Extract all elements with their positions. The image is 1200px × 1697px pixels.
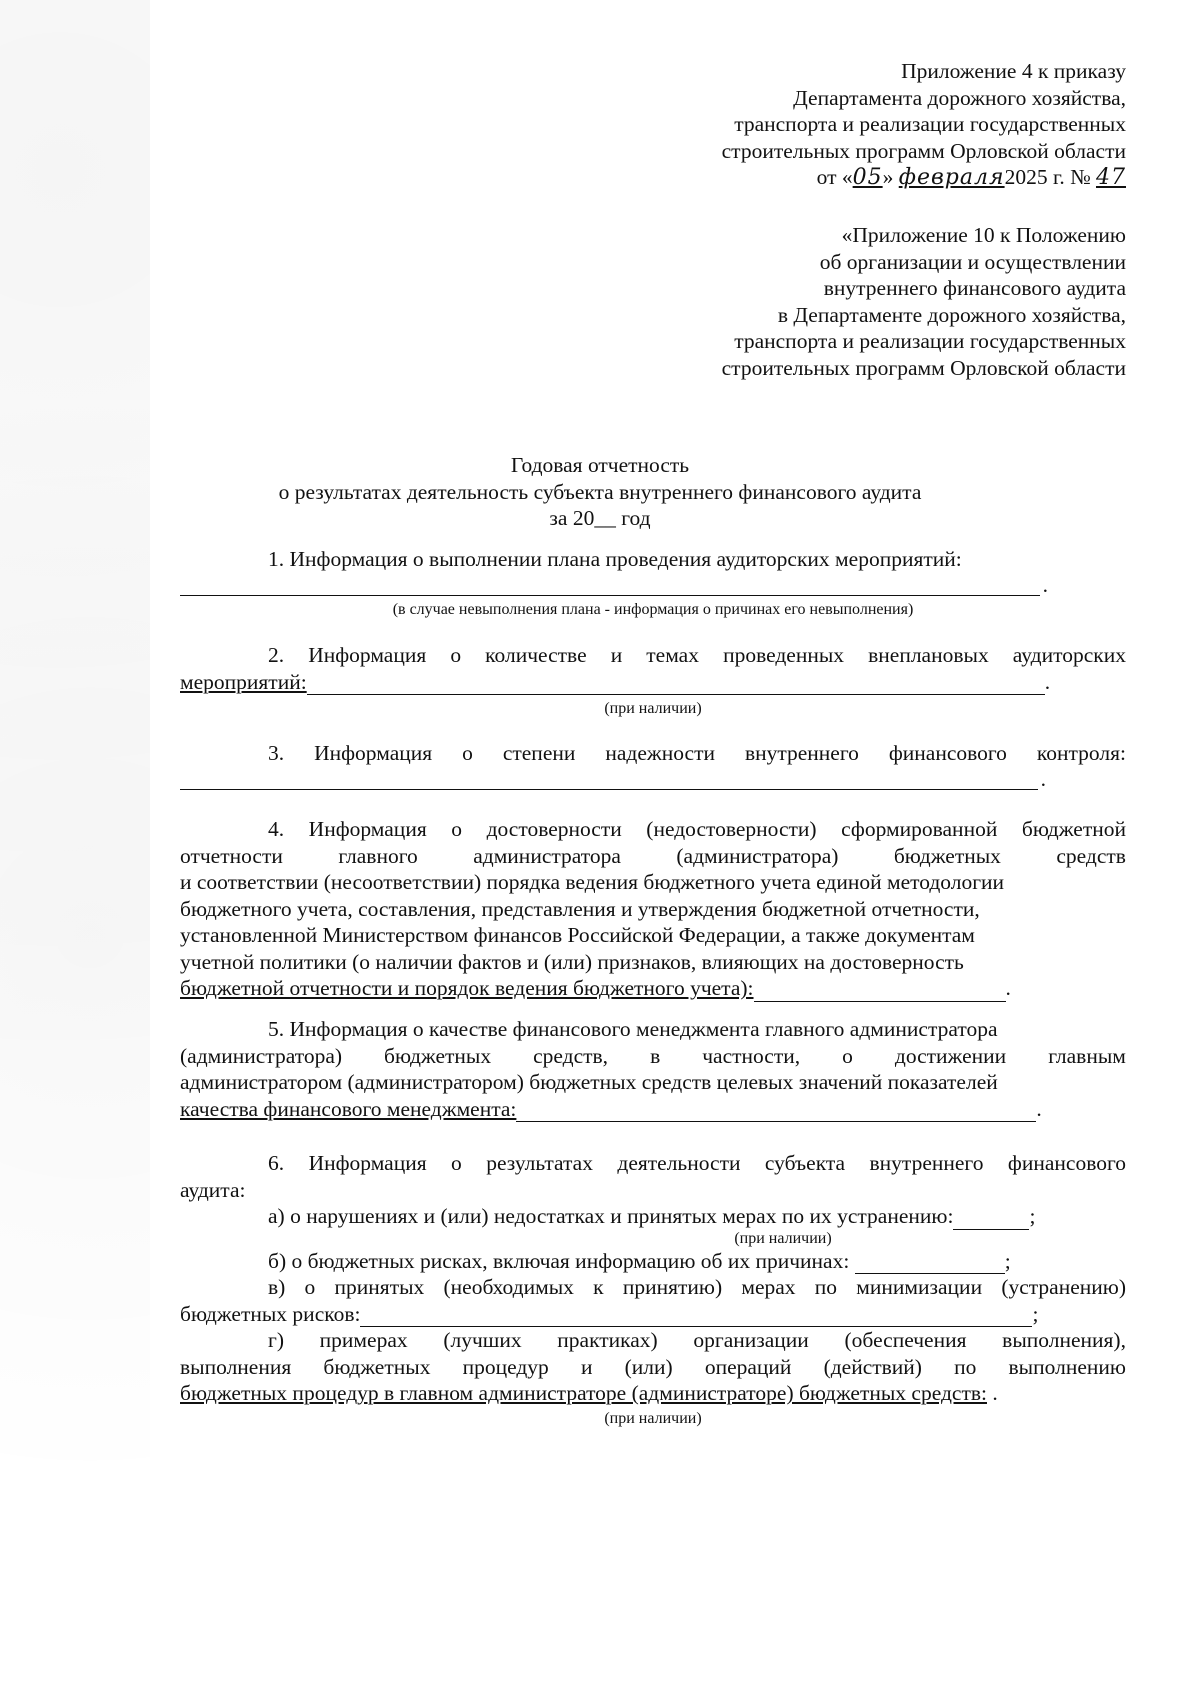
word: практиках) (557, 1328, 658, 1352)
item-b (180, 1248, 1126, 1275)
date-day: 05 (852, 165, 883, 190)
word: частности, (702, 1043, 801, 1068)
word: (администратора) (180, 1043, 343, 1068)
title-line: о результатах деятельность субъекта внутреннего финансового аудита (278, 479, 922, 504)
line-end: ; (1032, 1301, 1039, 1326)
word: бюджетных (384, 1043, 492, 1068)
answer-line (180, 573, 1048, 597)
section-5-line: 5. Информация о качестве финансового менеджмента главного администратора (268, 1017, 998, 1041)
date-month: февраля (898, 165, 1005, 190)
word: главным (1048, 1043, 1126, 1068)
word: (или) (624, 1354, 673, 1379)
scan-noise (0, 0, 150, 1697)
word: администратора (473, 843, 621, 868)
date-mid: » (882, 165, 899, 189)
section-5-line (180, 1043, 1126, 1070)
word: средств, (533, 1043, 609, 1068)
date-prefix: от « (816, 165, 853, 189)
section-5-line (180, 1096, 1126, 1123)
section-2-heading-end: мероприятий: (180, 669, 307, 694)
section-2-line (180, 642, 1126, 669)
section-4-line: установленной Министерством финансов Российской Федерации, а также документам (180, 923, 975, 947)
section-2 (180, 642, 1126, 719)
section-1-hint: (в случае невыполнения плана - информация о причинах его невыполнения) (392, 600, 914, 618)
word: (администратора) (676, 843, 839, 868)
word: бюджетных (323, 1354, 431, 1379)
answer-line (754, 981, 1006, 1002)
order-number: 47 (1096, 165, 1126, 190)
item-c-text: в) о принятых (необходимых к принятию) мерах по минимизации (устранению) (268, 1275, 1126, 1299)
section-4-line: бюджетного учета, составления, представления и утверждения бюджетной отчетности, (180, 896, 980, 921)
header-line: в Департаменте дорожного хозяйства, (777, 302, 1126, 327)
section-5 (180, 1016, 1126, 1122)
section-6-line (180, 1150, 1126, 1177)
date-year: 2025 г. № (1004, 165, 1091, 189)
item-c-text2: бюджетных рисков: (180, 1301, 361, 1326)
line-end: . (992, 1381, 998, 1405)
word: (обеспечения (844, 1328, 967, 1352)
answer-line (180, 767, 1046, 791)
item-d-line2 (180, 1354, 1126, 1381)
section-5-last: качества финансового менеджмента: (180, 1096, 517, 1121)
title-line: за 20__ год (549, 506, 651, 530)
regulation-annex-header (722, 222, 1126, 381)
section-2-hint: (при наличии) (604, 700, 702, 717)
section-2-line (180, 669, 1126, 696)
header-line: внутреннего финансового аудита (823, 276, 1126, 300)
section-1-heading: 1. Информация о выполнении плана проведения аудиторских мероприятий: (268, 547, 962, 571)
section-4-line (180, 975, 1126, 1002)
header-line: транспорта и реализации государственных (734, 329, 1126, 353)
section-4-last: бюджетной отчетности и порядок ведения бюджетного учета): (180, 976, 754, 1000)
title-line: Годовая отчетность (510, 453, 690, 477)
line-end: ; (1029, 1204, 1036, 1228)
header-line: транспорта и реализации государственных (734, 112, 1126, 136)
word: в (650, 1043, 661, 1068)
header-line: «Приложение 10 к Положению (841, 223, 1126, 247)
answer-line (307, 674, 1045, 695)
section-4-line: 4. Информация о достоверности (недостоверности) сформированной бюджетной (268, 817, 1126, 841)
header-line: об организации и осуществлении (819, 249, 1126, 274)
word: (лучших (443, 1328, 522, 1352)
word: бюджетных (893, 843, 1001, 868)
section-6-line: аудита: (180, 1177, 246, 1202)
word: выполнения (180, 1354, 292, 1379)
header-line: Приложение 4 к приказу (901, 59, 1126, 83)
section-6 (180, 1150, 1126, 1429)
item-c (180, 1274, 1126, 1301)
item-d-hint: (при наличии) (604, 1409, 702, 1427)
line-end: . (1040, 767, 1046, 791)
item-b-text: б) о бюджетных рисках, включая информацию об их причинах: (268, 1248, 850, 1273)
order-date-line (722, 164, 1126, 192)
item-a (180, 1203, 1126, 1230)
word: (действий) (823, 1354, 922, 1379)
word: организации (693, 1328, 809, 1352)
section-4 (180, 816, 1126, 1002)
section-3-line (180, 740, 1126, 767)
line-end: . (1005, 976, 1011, 1000)
answer-line (516, 1101, 1036, 1122)
section-4-line: учетной политики (о наличии фактов и (или) признаков, влияющих на достоверность (180, 949, 964, 974)
word: достижении (894, 1043, 1007, 1068)
word: выполнения), (1002, 1328, 1126, 1352)
answer-line (855, 1253, 1005, 1274)
word: средств (1056, 843, 1126, 868)
word: процедур (462, 1354, 549, 1379)
word: и (580, 1354, 593, 1379)
word: отчетности (180, 843, 283, 868)
section-1 (180, 546, 1126, 620)
word: примерах (319, 1328, 408, 1352)
line-end: . (1036, 1096, 1042, 1121)
section-2-heading: 2. Информация о количестве и темах проведенных внеплановых аудиторских (268, 643, 1126, 667)
line-end: ; (1004, 1248, 1011, 1273)
answer-line (953, 1209, 1029, 1230)
section-4-line: и соответствии (несоответствии) порядка ведения бюджетного учета единой методологии (180, 870, 1005, 894)
word: выполнению (1008, 1354, 1126, 1379)
word: по (954, 1354, 977, 1379)
document-title (0, 452, 1200, 532)
item-d-text3: бюджетных процедур в главном администраторе (администраторе) бюджетных средств: (180, 1381, 987, 1405)
item-a-hint: (при наличии) (734, 1229, 832, 1247)
answer-line (360, 1306, 1032, 1327)
header-line: строительных программ Орловской области (721, 355, 1126, 380)
word: операций (704, 1354, 792, 1379)
line-end: . (1042, 573, 1048, 597)
item-d-line3 (180, 1380, 1126, 1407)
header-line: строительных программ Орловской области (721, 138, 1126, 163)
section-3-heading: 3. Информация о степени надежности внутреннего финансового контроля: (268, 741, 1126, 765)
section-6-heading: 6. Информация о результатах деятельности субъекта внутреннего финансового (268, 1151, 1126, 1175)
word: г) (268, 1328, 284, 1352)
item-c-line2 (180, 1301, 1126, 1328)
section-3 (180, 740, 1126, 790)
order-annex-header (722, 58, 1126, 192)
section-4-line (180, 843, 1126, 870)
word: главного (338, 843, 418, 868)
item-d (180, 1327, 1126, 1354)
section-5-line: администратором (администратором) бюджетных средств целевых значений показателей (180, 1070, 998, 1094)
line-end: . (1044, 669, 1051, 694)
word: о (842, 1043, 853, 1068)
item-a-text: а) о нарушениях и (или) недостатках и принятых мерах по их устранению: (268, 1204, 954, 1228)
header-line: Департамента дорожного хозяйства, (793, 85, 1126, 110)
